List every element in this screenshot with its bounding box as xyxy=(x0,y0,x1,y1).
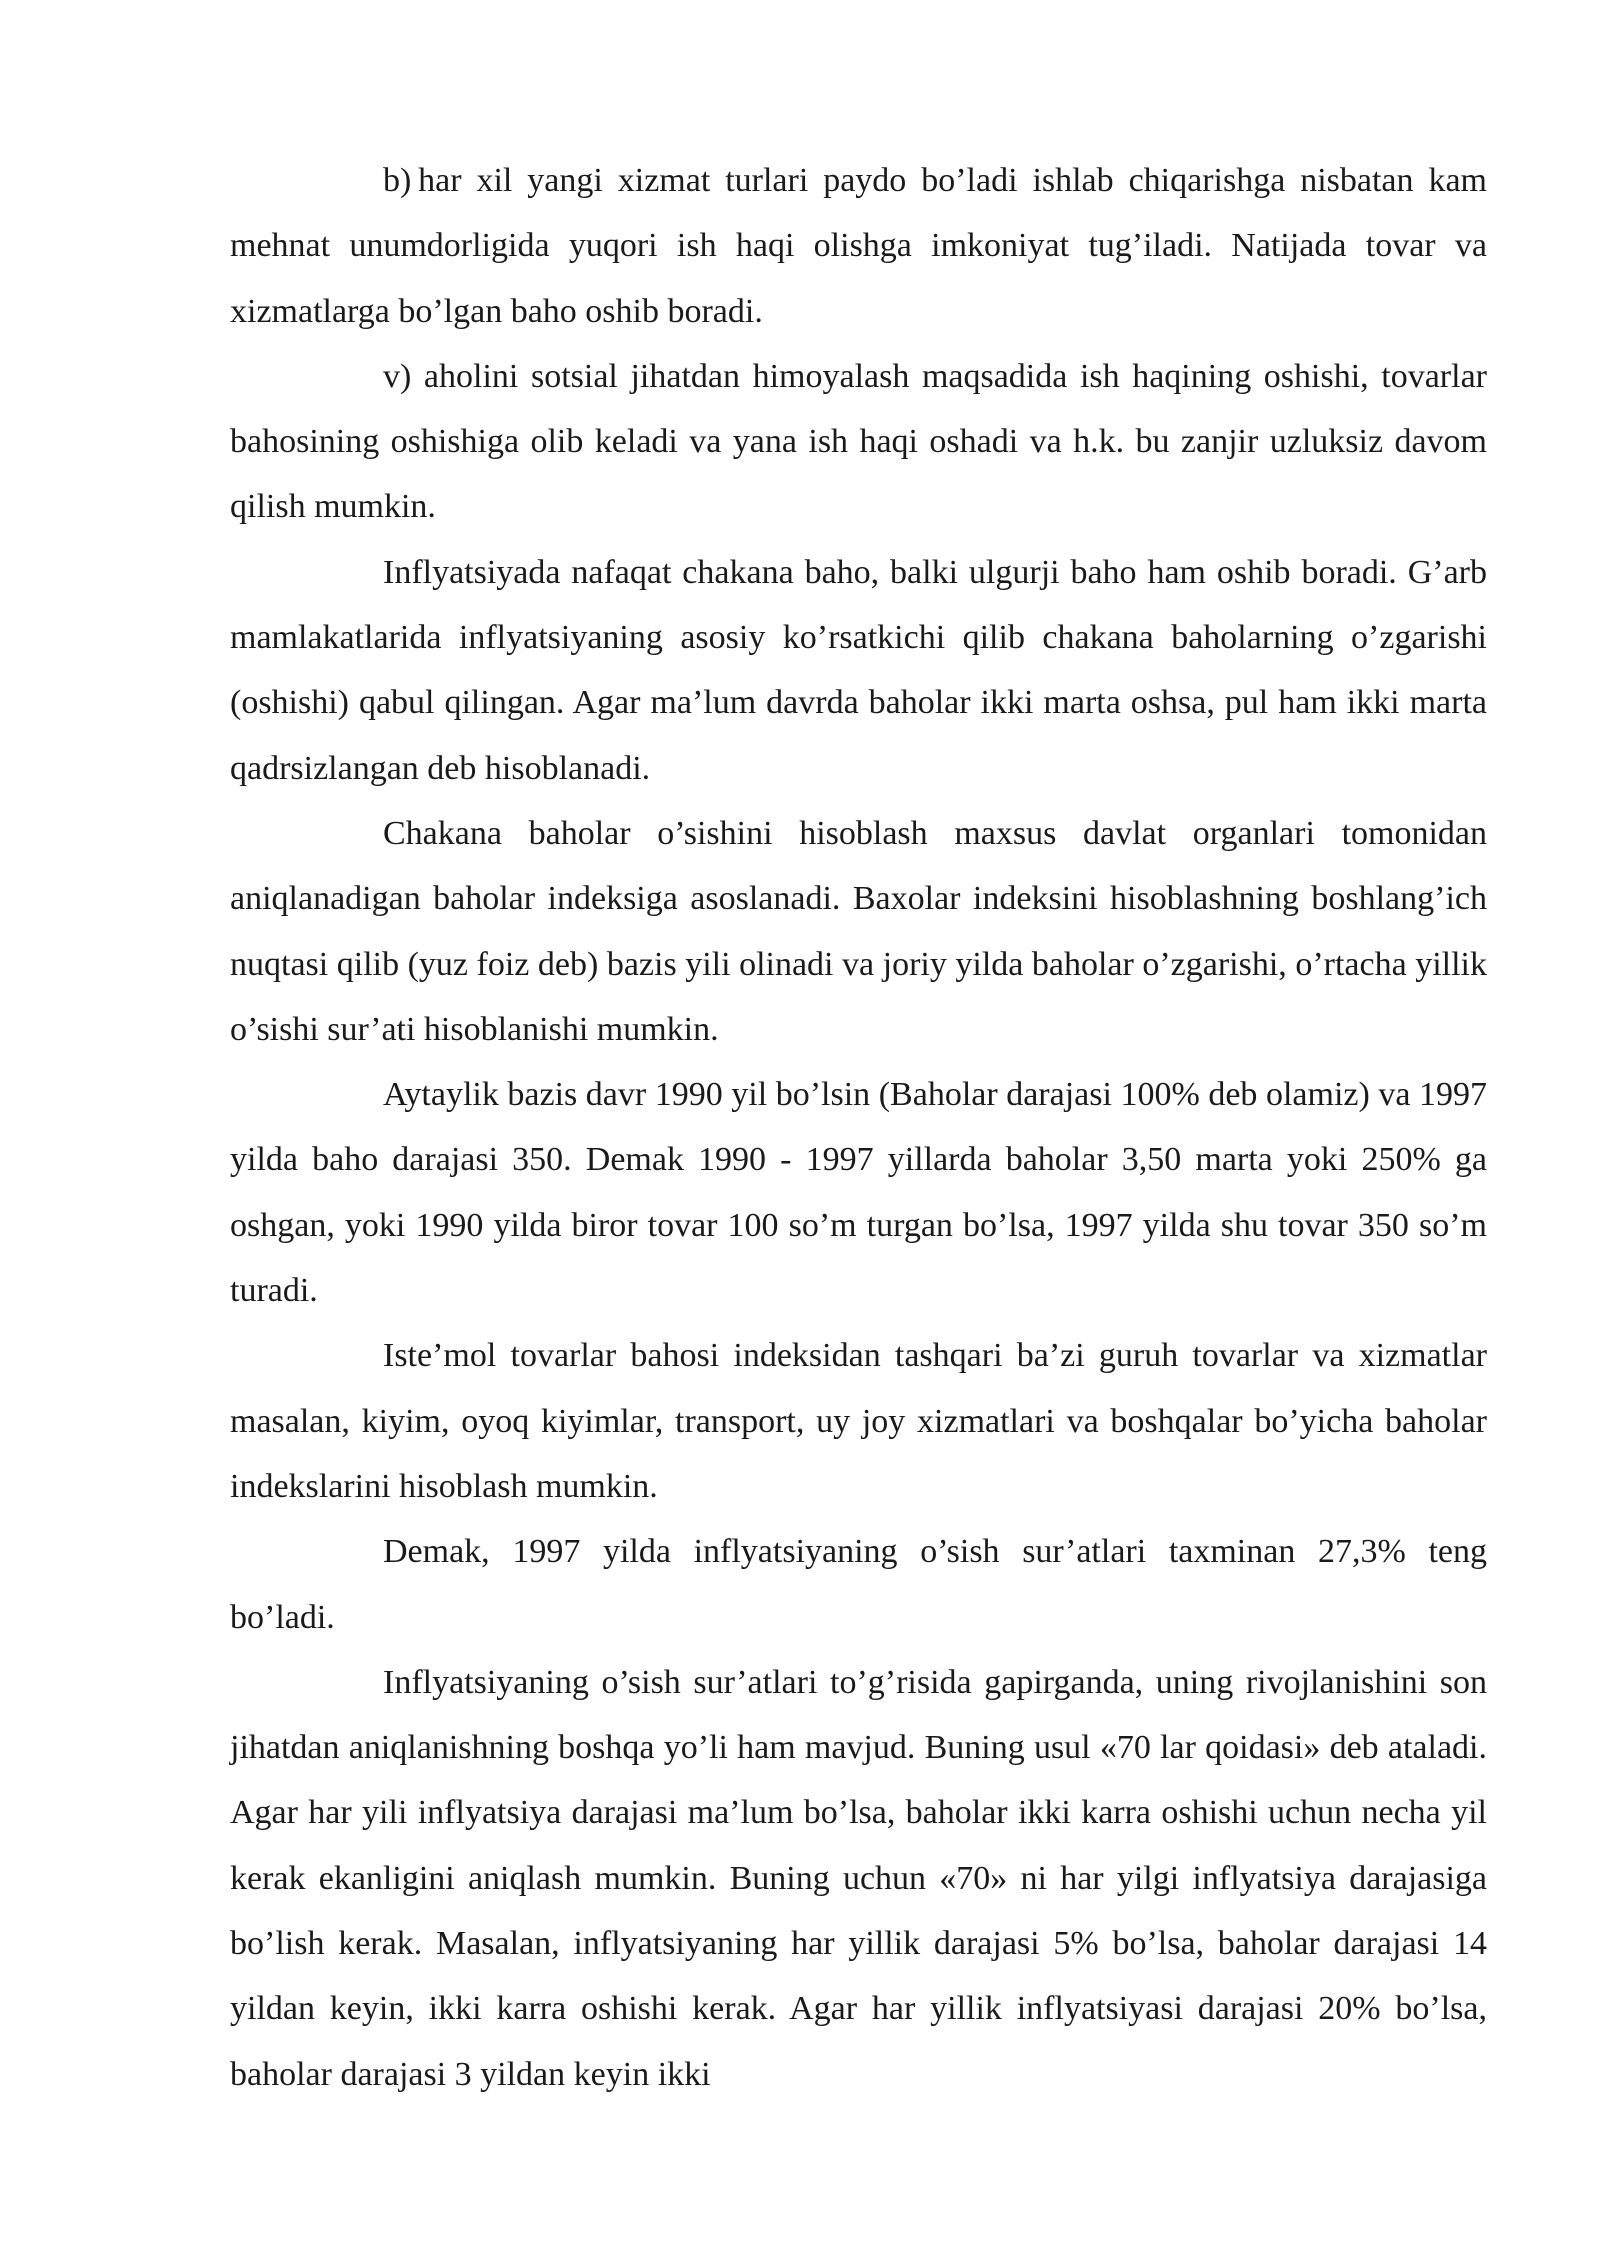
paragraph-2: v) aholini sotsial jihatdan himoyalash maqsadida ish haqining oshishi, tovarlar bahosining oshishiga olib keladi va yana ish haqi oshadi va h.k. bu zanjir uzluksiz davom qilish mumkin. xyxy=(230,357,1487,526)
paragraph-5: Aytaylik bazis davr 1990 yil bo’lsin (Baholar darajasi 100% deb olamiz) va 1997 yilda baho darajasi 350. Demak 1990 - 1997 yillarda baholar 3,50 marta yoki 250% ga oshgan, yoki 1990 yilda biror tovar 100 so’m turgan bo’lsa, 1997 yilda shu tovar 350 so’m turadi. xyxy=(230,1076,1487,1310)
paragraph-6: Iste’mol tovarlar bahosi indeksidan tashqari ba’zi guruh tovarlar va xizmatlar masalan, kiyim, oyoq kiyimlar, transport, uy joy xizmatlari va boshqalar bo’yicha baholar indekslarini hisoblash mumkin. xyxy=(230,1337,1487,1505)
paragraph-7: Demak, 1997 yilda inflyatsiyaning o’sish sur’atlari taxminan 27,3% teng bo’ladi. xyxy=(230,1533,1487,1636)
paragraph-8: Inflyatsiyaning o’sish sur’atlari to’g’risida gapirganda, uning rivojlanishini son jihatdan aniqlanishning boshqa yo’li ham mavjud. Buning usul «70 lar qoidasi» deb ataladi. Agar har yili inflyatsiya darajasi ma’lum bo’lsa, baholar ikki karra oshishi uchun necha yil kerak ekanligini aniqlash mumkin. Buning uchun «70» ni har yilgi inflyatsiya darajasiga bo’lish kerak. Masalan, inflyatsiyaning har yillik darajasi 5% bo’lsa, baholar darajasi 14 yildan keyin, ikki karra oshishi kerak. Agar har yillik inflyatsiyasi darajasi 20% bo’lsa, baholar darajasi 3 yildan keyin ikki xyxy=(230,1663,1487,2093)
paragraph-1: b) har xil yangi xizmat turlari paydo bo’ladi ishlab chiqarishga nisbatan kam mehnat unumdorligida yuqori ish haqi olishga imkoniyat tug’iladi. Natijada tovar va xizmatlarga bo’lgan baho oshib boradi. xyxy=(230,162,1487,330)
document-body xyxy=(230,148,1487,2107)
paragraph-3: Inflyatsiyada nafaqat chakana baho, balki ulgurji baho ham oshib boradi. G’arb mamlakatlarida inflyatsiyaning asosiy ko’rsatkichi qilib chakana baholarning o’zgarishi (oshishi) qabul qilingan. Agar ma’lum davrda baholar ikki marta oshsa, pul ham ikki marta qadrsizlangan deb hisoblanadi. xyxy=(230,553,1487,787)
paragraph-4: Chakana baholar o’sishini hisoblash maxsus davlat organlari tomonidan aniqlanadigan baholar indeksiga asoslanadi. Baxolar indeksini hisoblashning boshlang’ich nuqtasi qilib (yuz foiz deb) bazis yili olinadi va joriy yilda baholar o’zgarishi, o’rtacha yillik o’sishi sur’ati hisoblanishi mumkin. xyxy=(230,814,1487,1048)
